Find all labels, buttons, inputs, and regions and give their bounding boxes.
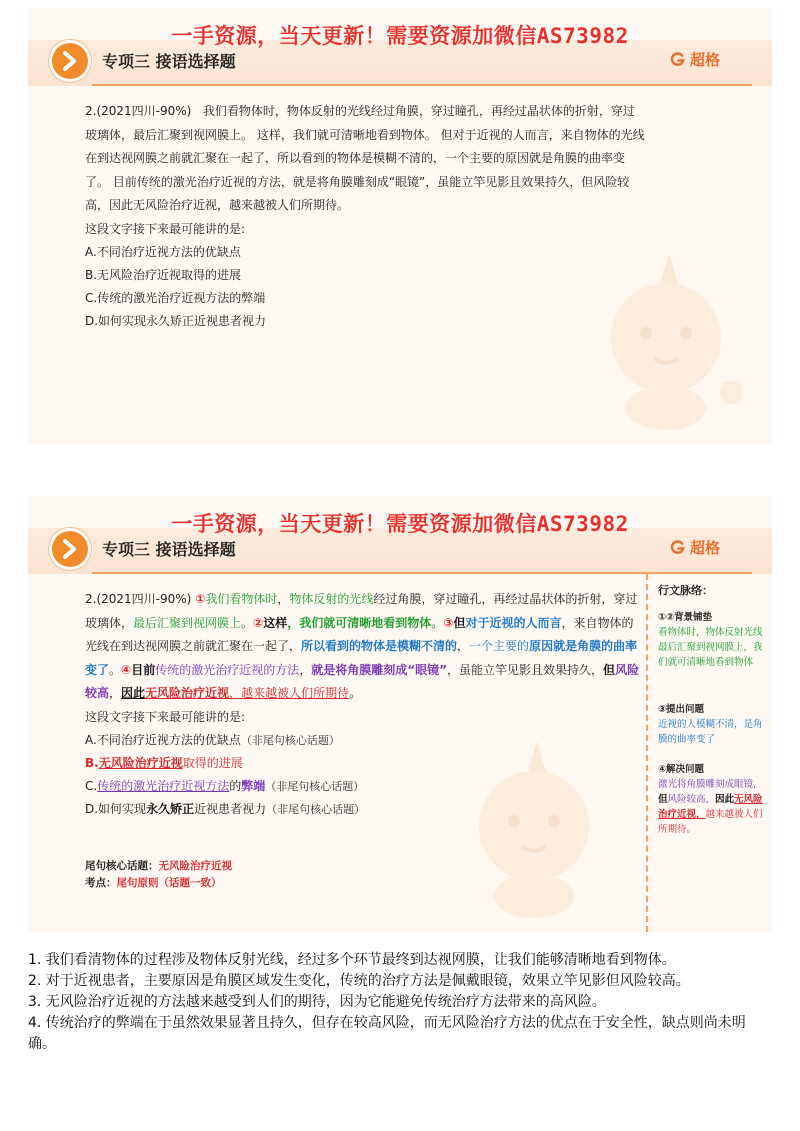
- highlight: 传统的激光治疗近视的方法: [155, 662, 300, 677]
- highlight: 风险较高: [85, 662, 640, 700]
- explanation-list: [28, 950, 773, 1055]
- banner-watermark: 一手资源，当天更新！需要资源加微信AS73982: [171, 512, 629, 536]
- highlight: ，我们就可清晰地看到物体: [287, 615, 432, 630]
- marker-4: ④: [121, 662, 132, 677]
- panel-block-text: 看物体时，物体反射光线最后汇聚到视网膜上，我们就可清晰地看到物体: [658, 627, 763, 668]
- header-divider: [92, 84, 752, 86]
- option-text: D.如何实现: [85, 802, 147, 816]
- marker-2: ②: [253, 615, 264, 630]
- highlight: 就是将角膜雕刻成“眼镜”: [311, 662, 448, 677]
- text: 。: [241, 615, 254, 630]
- panel-block-head: ③提出问题: [658, 704, 705, 715]
- option-text: A.不同治疗近视方法的优缺点: [85, 733, 241, 747]
- marker-3: ③: [443, 615, 454, 630]
- highlight: 无风险治疗近视: [145, 686, 230, 700]
- option-c[interactable]: C.传统的激光治疗近视方法的弊端: [85, 291, 266, 305]
- text: ，虽能立竿见影且效果持久，: [447, 662, 604, 677]
- brand-icon: [670, 540, 685, 555]
- brand-icon: [670, 52, 685, 67]
- text: ，: [277, 592, 290, 606]
- option-b[interactable]: B.无风险治疗近视取得的进展: [85, 268, 242, 282]
- highlight: ，越来越被人们所期待: [229, 686, 350, 700]
- highlight: 物体反射的光线: [289, 592, 374, 606]
- option-key: 传统的激光治疗近视方法: [97, 779, 230, 793]
- highlight: 一个主要的: [469, 639, 530, 653]
- option-label: C.: [85, 779, 98, 793]
- highlight: 所以看到的物体是模糊不清的: [301, 639, 458, 653]
- brand-name: 超格: [689, 51, 720, 69]
- section-title: 专项三 接语选择题: [102, 52, 236, 71]
- text: ，: [109, 686, 122, 700]
- option-text: 取得的进展: [182, 756, 243, 770]
- keyword: 这样: [263, 615, 288, 630]
- text: 无风险治疗近视，: [658, 794, 763, 820]
- highlight: 我们看物体时: [205, 592, 278, 606]
- brand-logo: [670, 537, 720, 558]
- banner-watermark: 一手资源，当天更新！需要资源加微信AS73982: [171, 24, 629, 48]
- text: 风险较高，: [667, 794, 716, 805]
- option-text: 的: [229, 779, 242, 793]
- slide-question: [28, 8, 772, 444]
- analysis-notes: [85, 858, 232, 892]
- keyword: 但: [453, 615, 466, 630]
- question-passage: 我们看物体时，物体反射的光线经过角膜，穿过瞳孔，再经过晶状体的折射，穿过玻璃体，最后汇聚到视网膜上。 这样，我们就可清晰地看到物体。 但对于近视的人而言，来自物体的光线在到达视网膜之前就汇聚在一起了，所以看到的物体是模糊不清的，一个主要的原因就是角膜的曲率变了。 目前传统的激光治疗近视的方法，就是将角膜雕刻成“眼镜”，虽能立竿见影且效果持久，但风险较高，因此无风险治疗近视，越来越被人们所期待。: [85, 104, 645, 212]
- text: 。: [431, 615, 444, 630]
- marker-1: ①: [195, 592, 206, 606]
- panel-block-problem: [658, 702, 768, 747]
- explanation-item: 2. 对于近视患者，主要原因是角膜区域发生变化，传统的治疗方法是佩戴眼镜，效果立竿见影但风险较高。: [28, 973, 690, 989]
- option-a[interactable]: [85, 729, 645, 752]
- exam-point-label: 考点：: [85, 877, 117, 889]
- text: 。: [349, 686, 362, 700]
- text: 经过角膜，穿过瞳孔，再经过晶状体的折射，穿过玻璃体，: [85, 592, 638, 630]
- option-key: 弊端: [241, 779, 266, 793]
- highlight: 最后汇聚到视网膜上: [133, 615, 242, 630]
- option-d[interactable]: [85, 798, 645, 821]
- explanation-item: 4. 传统治疗的弊端在于虽然效果显著且持久，但存在较高风险，而无风险治疗方法的优点在于安全性，缺点则尚未明确。: [28, 1015, 746, 1052]
- question-text: [85, 100, 645, 333]
- keyword: 但: [603, 662, 616, 677]
- option-a[interactable]: A.不同治疗近视方法的优缺点: [85, 245, 241, 259]
- section-title: 专项三 接语选择题: [102, 540, 236, 559]
- annotated-question: [85, 588, 645, 821]
- panel-block-background: [658, 610, 768, 670]
- keyword: 但: [658, 794, 668, 805]
- panel-title: 行文脉络：: [658, 584, 713, 597]
- question-number: 2.: [85, 104, 97, 118]
- question-prompt: 这段文字接下来最可能讲的是:: [85, 709, 246, 724]
- panel-block-head: ①②背景铺垫: [658, 612, 713, 623]
- core-topic-label: 尾句核心话题：: [85, 860, 159, 872]
- option-note: （非尾句核心话题）: [266, 803, 366, 816]
- brand-name: 超格: [689, 539, 720, 557]
- structure-panel: [646, 574, 772, 932]
- highlight: 原因就是角膜的曲率变了: [85, 639, 638, 677]
- option-key: 无风险治疗近视: [98, 756, 183, 770]
- option-label: B.: [85, 756, 99, 770]
- panel-block-head: ④解决问题: [658, 764, 705, 775]
- keyword: 因此: [121, 686, 146, 700]
- question-stem: [85, 100, 645, 218]
- text: 激光将角膜雕刻成眼镜，: [658, 779, 763, 790]
- explanation-item: 3. 无风险治疗近视的方法越来越受到人们的期待，因为它能避免传统治疗方法带来的高风险。: [28, 994, 606, 1010]
- core-topic-value: 无风险治疗近视: [158, 860, 232, 872]
- text: ，来自物体的光线在到达视网膜之前就汇聚在一起了，: [85, 615, 634, 653]
- text: ，: [457, 639, 470, 653]
- option-c[interactable]: [85, 775, 645, 798]
- panel-block-text: 近视的人模糊不清，是角膜的曲率变了: [658, 719, 763, 745]
- option-key: 永久矫正: [146, 802, 195, 816]
- text: 。: [109, 662, 122, 677]
- explanation-item: 1. 我们看清物体的过程涉及物体反射光线，经过多个环节最终到达视网膜，让我们能够清晰地看到物体。: [28, 952, 676, 968]
- annotated-passage: [85, 588, 645, 706]
- annotated-options: [85, 729, 645, 821]
- option-note: （非尾句核心话题）: [240, 734, 340, 747]
- brand-logo: [670, 49, 720, 70]
- panel-block-text: [658, 777, 768, 837]
- options-list: [85, 241, 645, 333]
- option-text: 近视患者视力: [194, 802, 267, 816]
- highlight: 对于近视的人而言: [465, 615, 562, 630]
- text: 越来越被人们所期待。: [658, 809, 763, 835]
- option-d[interactable]: D.如何实现永久矫正近视患者视力: [85, 314, 267, 328]
- slide-annotated: [28, 496, 772, 932]
- keyword: 目前: [131, 662, 156, 677]
- question-source: (2021四川-90%): [96, 592, 192, 606]
- question-prompt: 这段文字接下来最可能讲的是:: [85, 221, 246, 236]
- exam-point-value: 尾句原则（话题一致）: [116, 877, 222, 889]
- panel-block-solution: [658, 762, 768, 837]
- question-number: 2.: [85, 592, 97, 606]
- question-source: (2021四川-90%): [96, 104, 192, 118]
- text: ，: [299, 662, 312, 677]
- option-b[interactable]: [85, 752, 645, 775]
- keyword: 因此: [715, 794, 735, 805]
- option-note: （非尾句核心话题）: [265, 780, 365, 793]
